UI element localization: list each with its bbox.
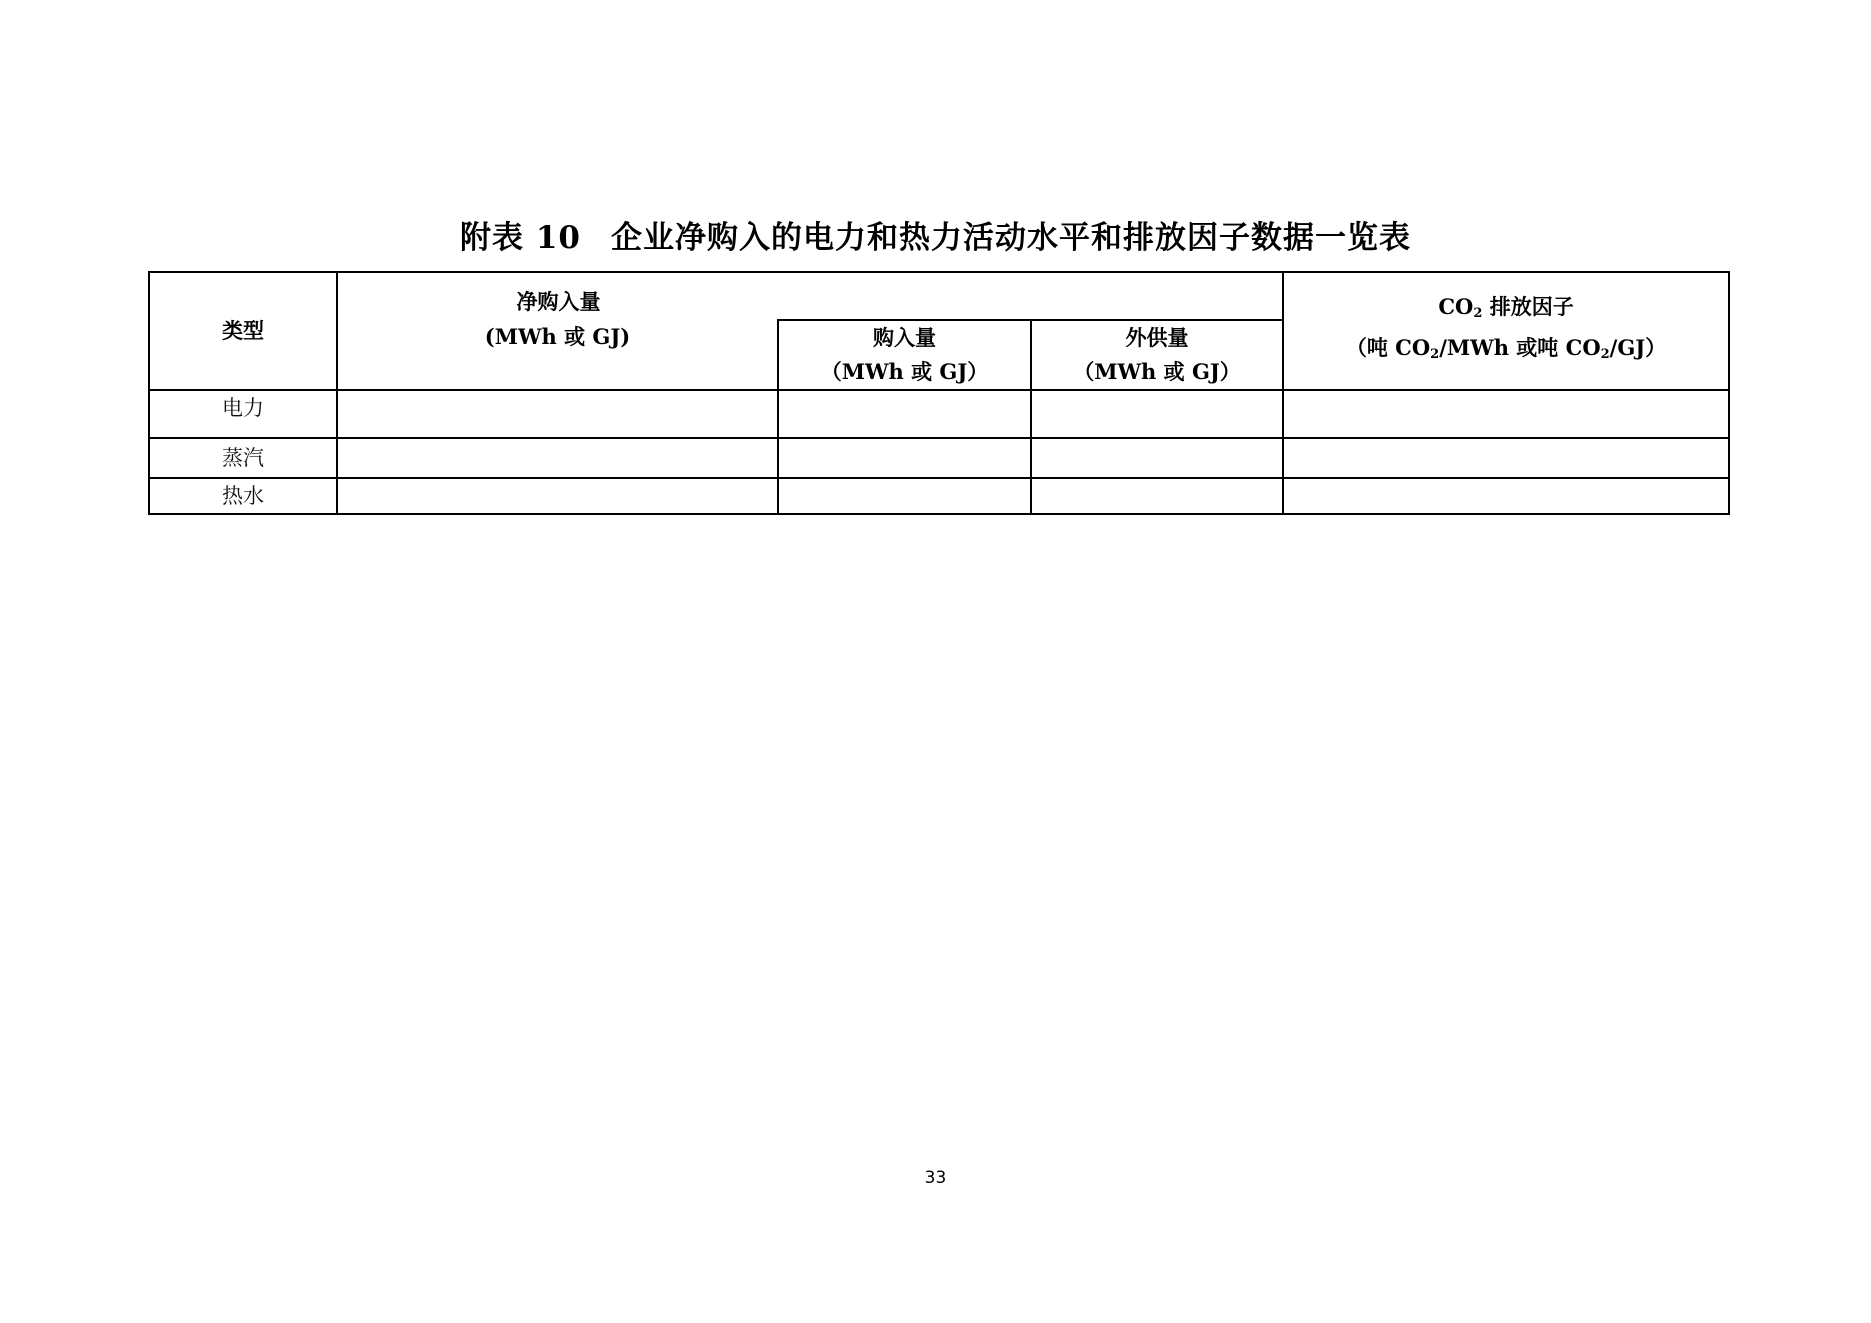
table-title-label: 附表 10 xyxy=(460,220,581,256)
cell-factor xyxy=(1283,478,1729,514)
header-supplied xyxy=(1031,320,1283,390)
cell-factor xyxy=(1283,390,1729,438)
table-row xyxy=(149,438,1729,478)
header-purchased-label: 购入量 xyxy=(873,325,936,350)
header-co2-factor xyxy=(1283,272,1729,390)
row-type-electricity: 电力 xyxy=(149,390,337,438)
data-table xyxy=(148,271,1730,515)
table-row xyxy=(149,478,1729,514)
header-purchased-unit: （MWh 或 GJ） xyxy=(820,359,989,384)
cell-purchased xyxy=(778,390,1031,438)
header-purchased xyxy=(778,320,1031,390)
header-supplied-unit: （MWh 或 GJ） xyxy=(1073,359,1241,384)
page-number: 33 xyxy=(924,1168,947,1188)
cell-net-purchase xyxy=(337,478,778,514)
cell-supplied xyxy=(1031,390,1283,438)
cell-factor xyxy=(1283,438,1729,478)
header-net-purchase-label: 净购入量 xyxy=(516,289,601,314)
cell-purchased xyxy=(778,478,1031,514)
header-net-purchase-unit: (MWh 或 GJ) xyxy=(484,324,631,349)
header-co2-factor-unit: （吨 $CO_2$/MWh 或吨 $CO_2/GJ$） xyxy=(1345,335,1667,362)
row-type-steam: 蒸汽 xyxy=(149,438,337,478)
header-net-purchase-group xyxy=(337,272,1283,320)
cell-purchased xyxy=(778,438,1031,478)
header-co2-factor-label: $CO_2$ 排放因子 xyxy=(1438,294,1574,321)
cell-supplied xyxy=(1031,478,1283,514)
cell-net-purchase xyxy=(337,438,778,478)
table-title xyxy=(0,212,1871,257)
cell-net-purchase xyxy=(337,390,778,438)
header-net-purchase xyxy=(337,320,778,390)
row-type-hot-water: 热水 xyxy=(149,478,337,514)
table-title-text: 企业净购入的电力和热力活动水平和排放因子数据一览表 xyxy=(610,220,1411,256)
header-supplied-label: 外供量 xyxy=(1125,325,1189,350)
header-type: 类型 xyxy=(149,272,337,390)
table-row xyxy=(149,390,1729,438)
cell-supplied xyxy=(1031,438,1283,478)
